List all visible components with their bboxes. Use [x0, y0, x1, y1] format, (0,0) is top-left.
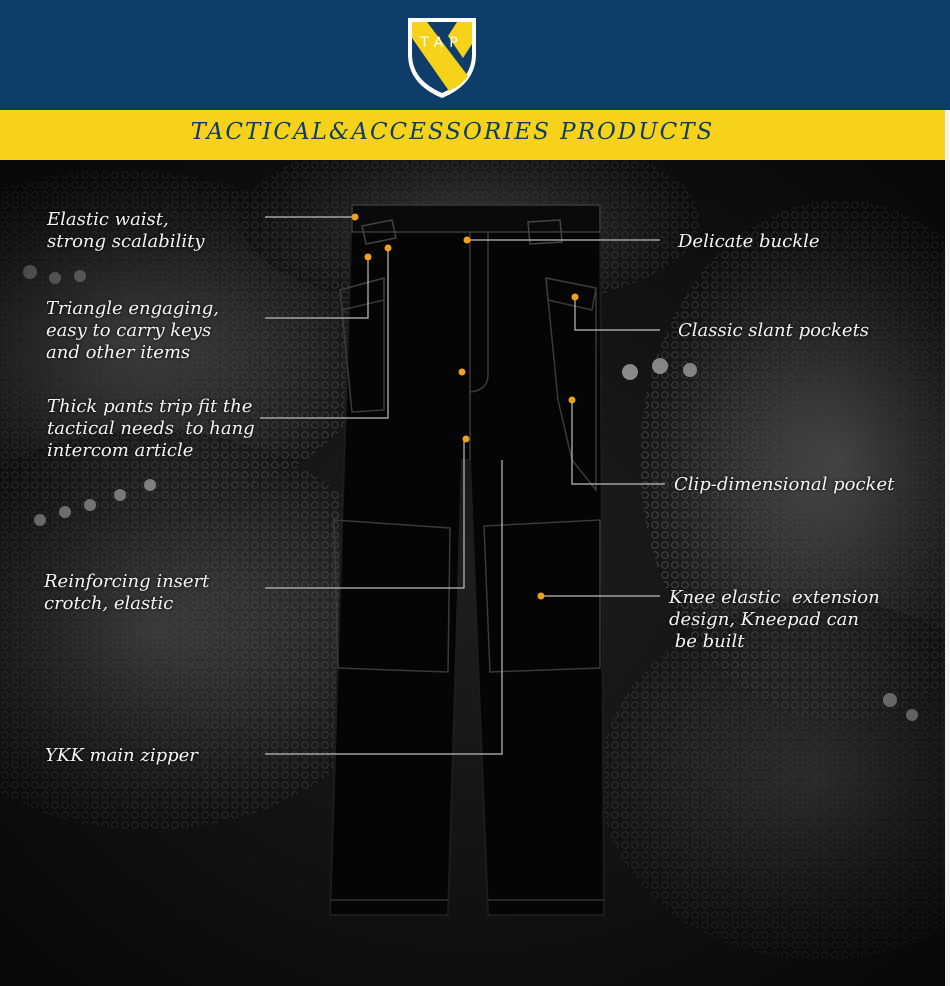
marker-fly — [459, 369, 466, 376]
marker-waist — [352, 214, 359, 221]
marker-thick — [385, 245, 392, 252]
label-clip-dimensional-pocket: Clip-dimensional pocket — [674, 474, 895, 495]
logo-text: TAP — [420, 35, 464, 51]
label-delicate-buckle: Delicate buckle — [678, 231, 820, 252]
logo-letters — [405, 14, 479, 100]
banner-title: TACTICAL&ACCESSORIES PRODUCTS — [190, 119, 715, 145]
label-triangle-engaging: Triangle engaging, easy to carry keys and other items — [46, 298, 219, 363]
marker-clip — [569, 397, 576, 404]
label-knee-elastic: Knee elastic extension design, Kneepad can be built — [669, 587, 880, 652]
pants-body — [330, 205, 604, 915]
marker-slant — [572, 294, 579, 301]
label-thick-pants-trip: Thick pants trip fit the tactical needs to hang intercom article — [47, 396, 255, 461]
marker-crotch — [463, 436, 470, 443]
waistband — [352, 205, 600, 232]
marker-knee — [538, 593, 545, 600]
marker-buckle — [464, 237, 471, 244]
label-elastic-waist: Elastic waist, strong scalability — [47, 209, 205, 252]
label-ykk-zipper: YKK main zipper — [45, 745, 198, 766]
label-classic-slant-pockets: Classic slant pockets — [678, 320, 870, 341]
title-banner — [0, 110, 945, 160]
label-reinforcing-crotch: Reinforcing insert crotch, elastic — [44, 571, 210, 614]
header-bar — [0, 0, 950, 110]
right-edge-strip — [945, 110, 950, 986]
marker-triangle — [365, 254, 372, 261]
